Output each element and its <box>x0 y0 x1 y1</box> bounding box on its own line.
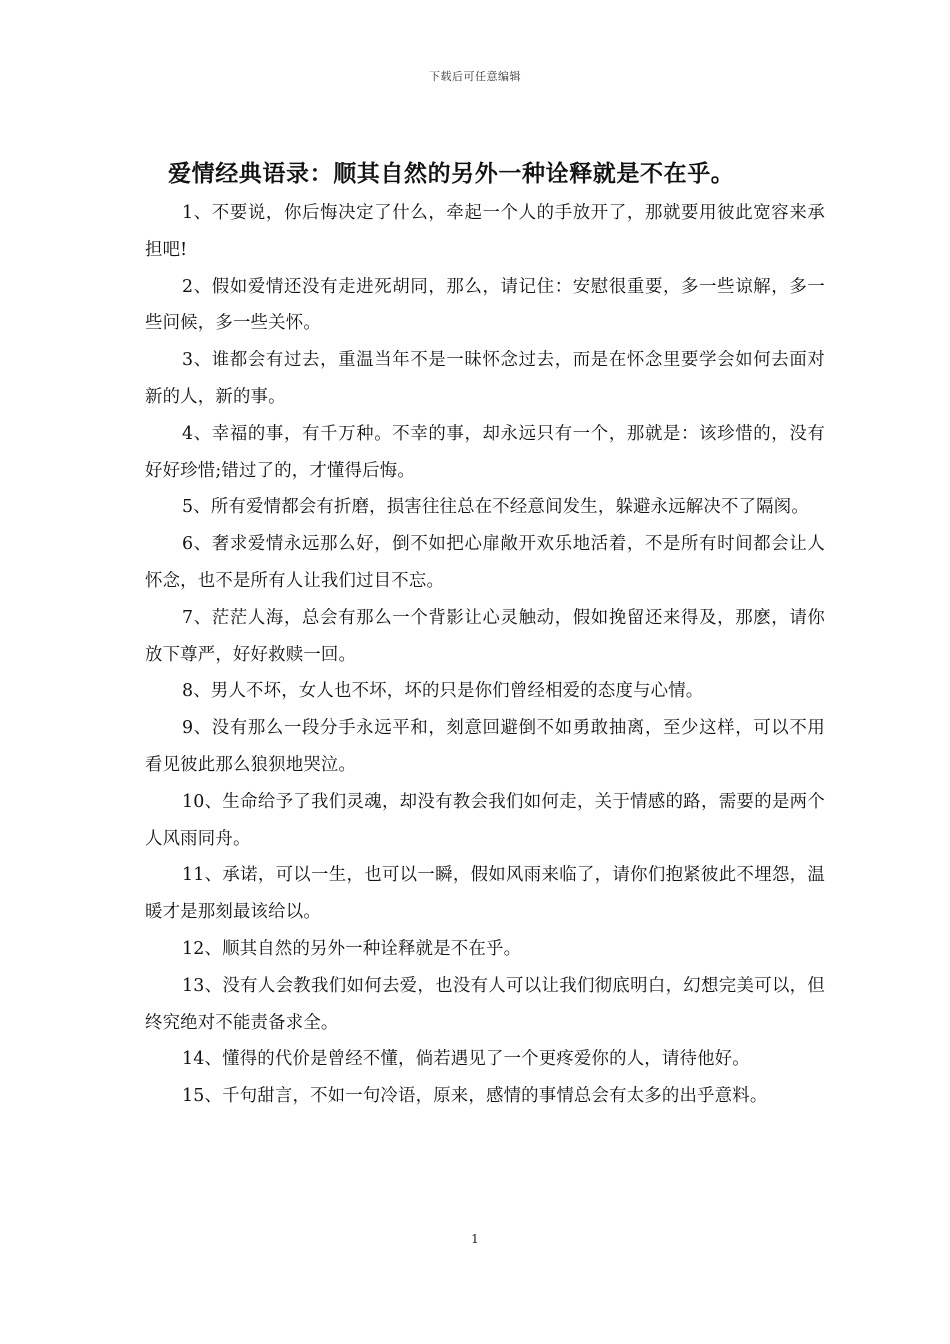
quote-paragraph-6: 6、奢求爱情永远那么好，倒不如把心扉敞开欢乐地活着，不是所有时间都会让人怀念，也不是所有人让我们过目不忘。 <box>145 534 825 591</box>
quote-paragraph-12: 12、顺其自然的另外一种诠释就是不在乎。 <box>182 938 522 959</box>
quote-paragraph-11: 11、承诺，可以一生，也可以一瞬，假如风雨来临了，请你们抱紧彼此不埋怨，温暖才是那刻最该给以。 <box>145 865 825 923</box>
quote-paragraph-15: 15、千句甜言，不如一句冷语，原来，感情的事情总会有太多的出乎意料。 <box>182 1086 768 1107</box>
quote-paragraph-2: 2、假如爱情还没有走进死胡同，那么，请记住：安慰很重要，多一些谅解，多一些问候，多一些关怀。 <box>145 276 825 334</box>
quote-paragraph-9: 9、没有那么一段分手永远平和，刻意回避倒不如勇敢抽离，至少这样，可以不用看见彼此那么狼狈地哭泣。 <box>145 718 825 775</box>
quote-paragraph-8: 8、男人不坏，女人也不坏，坏的只是你们曾经相爱的态度与心情。 <box>182 681 704 702</box>
page-number: 1 <box>471 1232 479 1246</box>
header-note: 下载后可任意编辑 <box>429 70 521 83</box>
page-title: 爱情经典语录：顺其自然的另外一种诠释就是不在乎。 <box>168 161 735 187</box>
quote-paragraph-7: 7、茫茫人海，总会有那么一个背影让心灵触动，假如挽留还来得及，那麽，请你放下尊严，好好救赎一回。 <box>145 607 825 665</box>
quote-paragraph-4: 4、幸福的事，有千万种。不幸的事，却永远只有一个，那就是：该珍惜的，没有好好珍惜;错过了的，才懂得后悔。 <box>145 423 825 481</box>
quote-paragraph-14: 14、懂得的代价是曾经不懂，倘若遇见了一个更疼爱你的人，请待他好。 <box>182 1049 750 1070</box>
quote-paragraph-10: 10、生命给予了我们灵魂，却没有教会我们如何走，关于情感的路，需要的是两个人风雨同舟。 <box>145 791 825 849</box>
quote-paragraph-3: 3、谁都会有过去，重温当年不是一昧怀念过去，而是在怀念里要学会如何去面对新的人，新的事。 <box>145 350 825 407</box>
document-body <box>145 195 825 1115</box>
quote-paragraph-1: 1、不要说，你后悔决定了什么，牵起一个人的手放开了，那就要用彼此宽容来承担吧! <box>145 203 825 260</box>
quote-paragraph-5: 5、所有爱情都会有折磨，损害往往总在不经意间发生，躲避永远解决不了隔阂。 <box>182 497 809 518</box>
quote-paragraph-13: 13、没有人会教我们如何去爱，也没有人可以让我们彻底明白，幻想完美可以，但终究绝对不能责备求全。 <box>145 975 825 1033</box>
